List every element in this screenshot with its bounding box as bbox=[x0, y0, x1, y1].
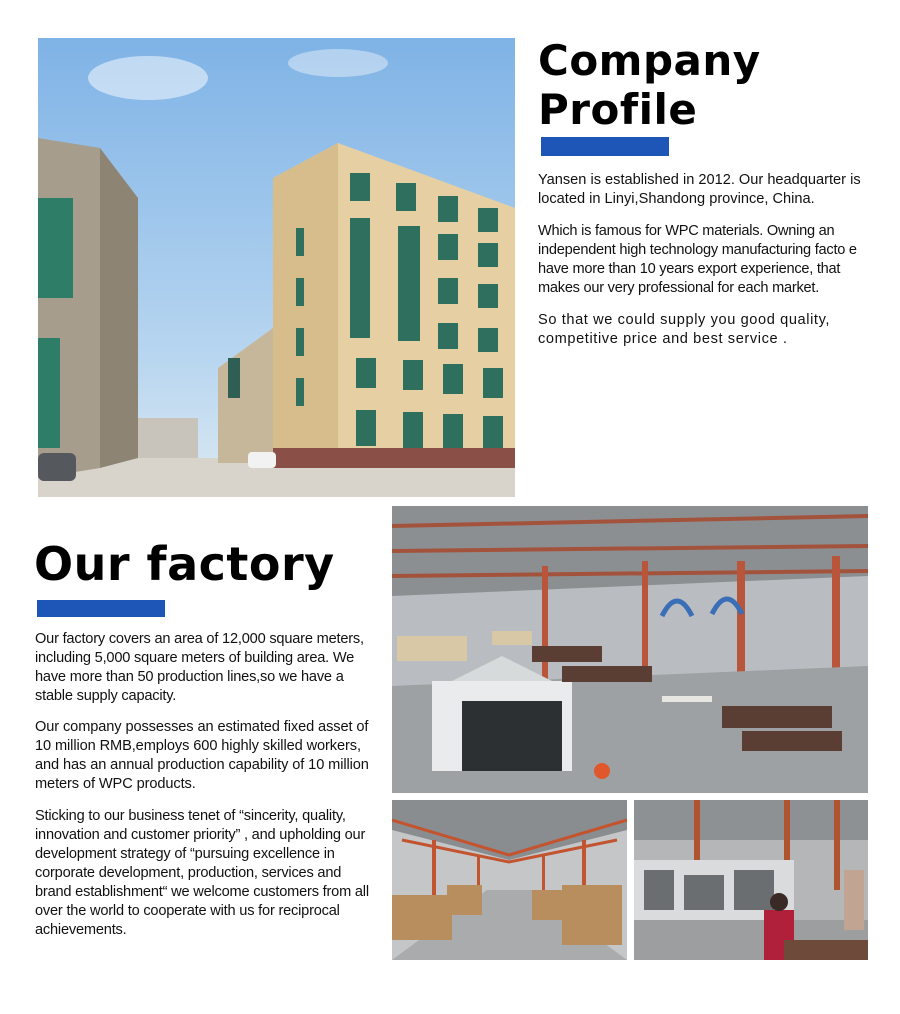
our-factory-title: Our factory bbox=[34, 537, 335, 591]
company-profile-paragraph: Which is famous for WPC materials. Owning an independent high technology manufacturing facto e have more than 10 years export experience, that makes our very professional for each market. bbox=[538, 223, 857, 296]
company-profile-paragraph: Yansen is established in 2012. Our headquarter is located in Linyi,Shandong province, China. bbox=[538, 172, 861, 207]
our-factory-paragraph: Our factory covers an area of 12,000 square meters, including 5,000 square meters of building area. We have more than 50 production lines,so we have a stable supply capacity. bbox=[35, 631, 364, 704]
our-factory-accent-bar bbox=[37, 600, 165, 617]
our-factory-paragraph: Our company possesses an estimated fixed asset of 10 million RMB,employs 600 highly skilled workers, and has an annual production capability of 10 million meters of WPC products. bbox=[35, 719, 369, 792]
warehouse-storage-photo bbox=[392, 800, 627, 960]
company-profile-paragraph: So that we could supply you good quality, competitive price and best service . bbox=[538, 312, 831, 347]
production-line-photo bbox=[634, 800, 868, 960]
company-profile-title: Company Profile bbox=[538, 36, 761, 134]
company-profile-accent-bar bbox=[541, 137, 669, 156]
office-building-photo bbox=[38, 38, 515, 497]
our-factory-paragraph: Sticking to our business tenet of “sincerity, quality, innovation and customer priority” , and upholding our development strategy of “pursuing excellence in corporate development, production, services and brand establishment“ we welcome customers from all over the world to cooperate with us for reciprocal achievements. bbox=[35, 808, 369, 938]
factory-workshop-photo bbox=[392, 506, 868, 793]
